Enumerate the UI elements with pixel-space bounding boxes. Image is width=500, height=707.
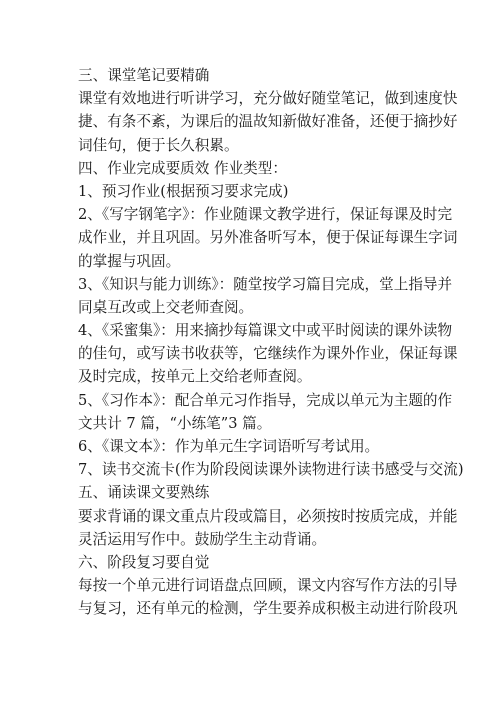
- text-line: 四、作业完成要质效 作业类型：: [78, 159, 287, 177]
- text-line: 文共计 7 篇，“小练笔”3 篇。: [78, 414, 272, 432]
- text-line: 同桌互改或上交老师查阅。: [78, 298, 254, 316]
- text-line: 6、《课文本》：作为单元生字词语听写考试用。: [78, 438, 380, 455]
- text-line: 三、课堂笔记要精确: [78, 67, 210, 84]
- text-line: 1、预习作业(根据预习要求完成): [78, 182, 289, 200]
- text-line: 的掌握与巩固。: [78, 252, 181, 270]
- text-line: 灵活运用写作中。鼓励学生主动背诵。: [78, 530, 327, 548]
- text-line: 3、《知识与能力训练》：随堂按学习篇目完成，堂上指导并: [78, 275, 453, 293]
- document-body: [78, 64, 464, 621]
- text-line: 与复习，还有单元的检测，学生要养成积极主动进行阶段巩: [78, 600, 458, 618]
- text-line: 每按一个单元进行词语盘点回顾，课文内容写作方法的引导: [78, 577, 458, 595]
- text-line: 2、《写字钢笔字》：作业随课文教学进行，保证每课及时完: [78, 206, 453, 224]
- text-line: 课堂有效地进行听讲学习，充分做好随堂笔记，做到速度快: [78, 90, 458, 108]
- text-line: 及时完成，按单元上交给老师查阅。: [78, 368, 312, 386]
- text-line: 的佳句，或写读书收获等，它继续作为课外作业，保证每课: [78, 345, 458, 363]
- text-line: 4、《采蜜集》：用来摘抄每篇课文中或平时阅读的课外读物: [78, 322, 453, 340]
- text-line: 7、读书交流卡(作为阶段阅读课外读物进行读书感受与交流): [78, 461, 464, 479]
- text-line: 成作业，并且巩固。另外准备听写本，便于保证每课生字词: [78, 229, 458, 247]
- text-line: 捷、有条不紊，为课后的温故知新做好准备，还便于摘抄好: [78, 113, 458, 131]
- section-heading: 六、阶段复习要自觉: [78, 553, 210, 571]
- text-line: 词佳句，便于长久积累。: [78, 136, 239, 154]
- text-line: 要求背诵的课文重点片段或篇目，必须按时按质完成，并能: [78, 507, 458, 525]
- section-heading: 五、诵读课文要熟练: [78, 484, 210, 502]
- text-line: 5、《习作本》：配合单元习作指导，完成以单元为主题的作: [78, 391, 453, 409]
